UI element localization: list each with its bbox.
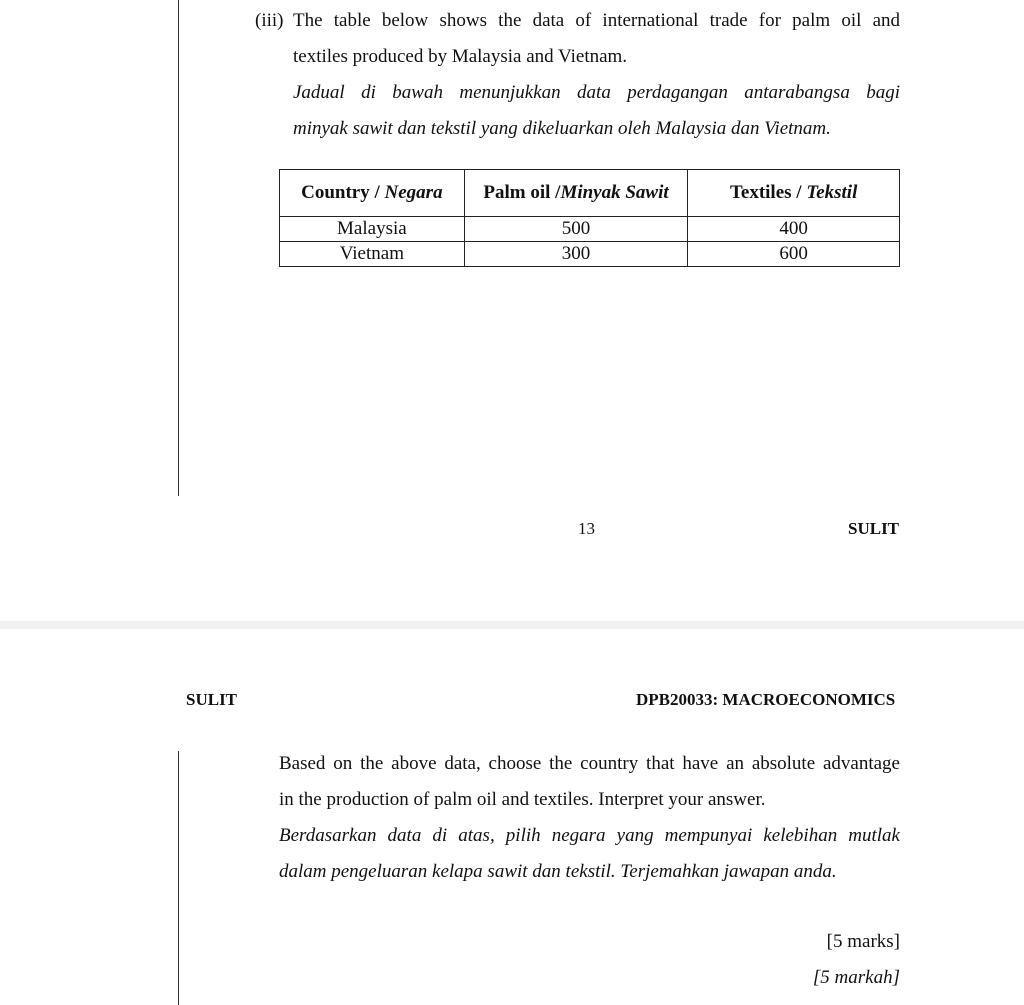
page-separator	[0, 621, 1024, 629]
cell-textiles: 400	[688, 217, 900, 242]
page-14	[0, 629, 1024, 1005]
question-label: (iii)	[255, 10, 284, 31]
trade-table	[279, 169, 900, 267]
instruction-en-line-1: Based on the above data, choose the country that have an absolute advantage	[279, 753, 900, 774]
question-en-line-2: textiles produced by Malaysia and Vietnam.	[293, 46, 628, 67]
table-row	[280, 217, 900, 242]
table-row	[280, 242, 900, 267]
question-ms-line-2: minyak sawit dan tekstil yang dikeluarkan oleh Malaysia dan Vietnam.	[293, 118, 831, 139]
cell-country: Malaysia	[280, 217, 465, 242]
header-country: Country / Negara	[280, 170, 465, 217]
left-margin-rule	[178, 751, 179, 1005]
cell-country: Vietnam	[280, 242, 465, 267]
cell-palm-oil: 500	[464, 217, 688, 242]
sulit-footer: SULIT	[848, 519, 900, 538]
cell-palm-oil: 300	[464, 242, 688, 267]
instruction-ms-line-2: dalam pengeluaran kelapa sawit dan tekstil. Terjemahkan jawapan anda.	[279, 861, 837, 882]
marks-en: [5 marks]	[826, 931, 900, 952]
page-number: 13	[578, 519, 595, 538]
instruction-ms-line-1: Berdasarkan data di atas, pilih negara yang mempunyai kelebihan mutlak	[279, 825, 900, 846]
instruction-en-line-2: in the production of palm oil and textiles. Interpret your answer.	[279, 789, 766, 810]
cell-textiles: 600	[688, 242, 900, 267]
course-header: DPB20033: MACROECONOMICS	[636, 690, 896, 709]
question-ms-line-1: Jadual di bawah menunjukkan data perdagangan antarabangsa bagi	[293, 82, 900, 103]
header-textiles: Textiles / Tekstil	[688, 170, 900, 217]
table-header-row	[280, 170, 900, 217]
question-text	[293, 3, 900, 147]
question-en-line-1: The table below shows the data of international trade for palm oil and	[293, 10, 900, 31]
question-instruction	[279, 746, 900, 890]
header-palm-oil: Palm oil /Minyak Sawit	[464, 170, 688, 217]
marks-ms: [5 markah]	[812, 967, 900, 988]
sulit-header: SULIT	[186, 690, 238, 709]
left-margin-rule	[178, 0, 179, 496]
